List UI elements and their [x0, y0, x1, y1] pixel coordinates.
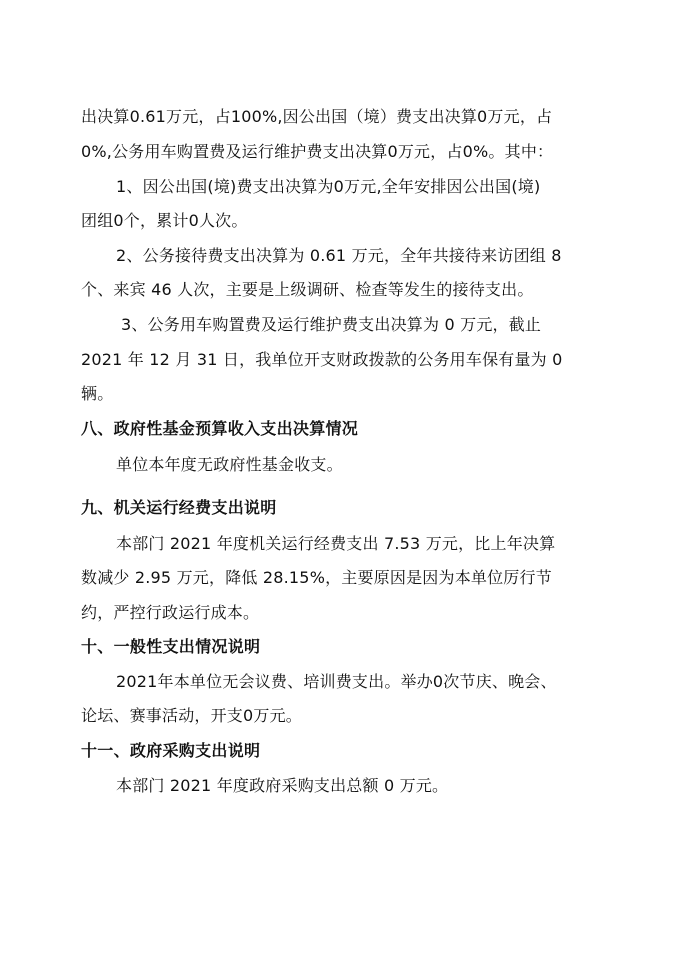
paragraph-line: 1、因公出国(境)费支出决算为0万元,全年安排因公出国(境): [116, 177, 541, 196]
paragraph-line: 个、来宾 46 人次，主要是上级调研、检查等发生的接待支出。: [81, 280, 534, 299]
paragraph-line: 本部门 2021 年度机关运行经费支出 7.53 万元，比上年决算: [116, 534, 556, 553]
section-heading: 九、机关运行经费支出说明: [81, 498, 277, 517]
paragraph-line: 约，严控行政运行成本。: [81, 603, 260, 622]
paragraph-line: 本部门 2021 年度政府采购支出总额 0 万元。: [116, 776, 449, 795]
paragraph-line: 2、公务接待费支出决算为 0.61 万元，全年共接待来访团组 8: [116, 246, 562, 265]
paragraph-line: 团组0个，累计0人次。: [81, 211, 248, 230]
paragraph-line: 论坛、赛事活动，开支0万元。: [81, 706, 302, 725]
paragraph-line: 3、公务用车购置费及运行维护费支出决算为 0 万元，截止: [121, 315, 542, 334]
section-heading: 十一、政府采购支出说明: [81, 741, 261, 760]
paragraph-line: 出决算0.61万元，占100%,因公出国（境）费支出决算0万元，占: [81, 107, 553, 126]
paragraph-line: 数减少 2.95 万元，降低 28.15%，主要原因是因为本单位厉行节: [81, 568, 552, 587]
paragraph-line: 2021年本单位无会议费、培训费支出。举办0次节庆、晚会、: [116, 672, 557, 691]
paragraph-line: 2021 年 12 月 31 日，我单位开支财政拨款的公务用车保有量为 0: [81, 350, 563, 369]
paragraph-line: 单位本年度无政府性基金收支。: [116, 455, 343, 474]
section-heading: 八、政府性基金预算收入支出决算情况: [81, 419, 359, 438]
section-heading: 十、一般性支出情况说明: [81, 637, 261, 656]
paragraph-line: 0%,公务用车购置费及运行维护费支出决算0万元，占0%。其中：: [81, 142, 554, 161]
paragraph-line: 辆。: [81, 384, 114, 403]
